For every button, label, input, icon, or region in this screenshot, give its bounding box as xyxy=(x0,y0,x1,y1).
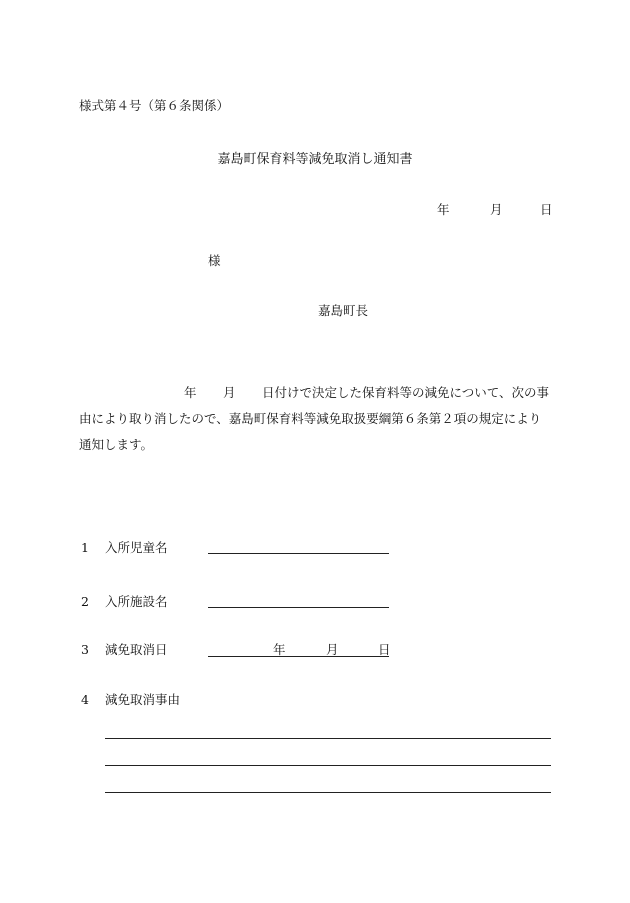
reason-line-1[interactable] xyxy=(105,738,551,739)
item-2-label: 入所施設名 xyxy=(105,594,168,609)
item-1-number: 1 xyxy=(81,540,89,555)
item-2-number: 2 xyxy=(81,594,89,609)
body-month: 月 xyxy=(223,385,236,400)
issue-date-year: 年 xyxy=(437,202,450,217)
item-3-label: 減免取消日 xyxy=(105,642,168,657)
cancel-date-year: 年 xyxy=(273,642,286,657)
body-line-2: 由により取り消したので、嘉島町保育料等減免取扱要綱第６条第２項の規定により xyxy=(79,411,542,426)
issuer-name: 嘉島町長 xyxy=(318,303,369,318)
body-line-1-text: 日付けで決定した保育料等の減免について、次の事 xyxy=(262,385,550,400)
item-4-label: 減免取消事由 xyxy=(105,692,181,707)
cancel-date-day: 日 xyxy=(378,642,391,657)
item-3-number: 3 xyxy=(81,642,89,657)
cancel-date-month: 月 xyxy=(326,642,339,657)
body-line-3: 通知します。 xyxy=(79,437,154,452)
child-name-field[interactable] xyxy=(208,553,389,554)
facility-name-field[interactable] xyxy=(208,607,389,608)
form-number: 様式第４号（第６条関係） xyxy=(79,98,230,113)
reason-line-2[interactable] xyxy=(105,765,551,766)
issue-date-day: 日 xyxy=(540,202,553,217)
body-year: 年 xyxy=(184,385,197,400)
item-4-number: 4 xyxy=(81,692,89,707)
cancel-date-field[interactable] xyxy=(208,656,389,657)
addressee-suffix: 様 xyxy=(208,253,221,268)
item-1-label: 入所児童名 xyxy=(105,540,168,555)
reason-line-3[interactable] xyxy=(105,792,551,793)
document-title: 嘉島町保育料等減免取消し通知書 xyxy=(217,152,413,167)
body-line-1 xyxy=(79,380,554,406)
issue-date-month: 月 xyxy=(490,202,503,217)
body-paragraph xyxy=(79,380,554,458)
